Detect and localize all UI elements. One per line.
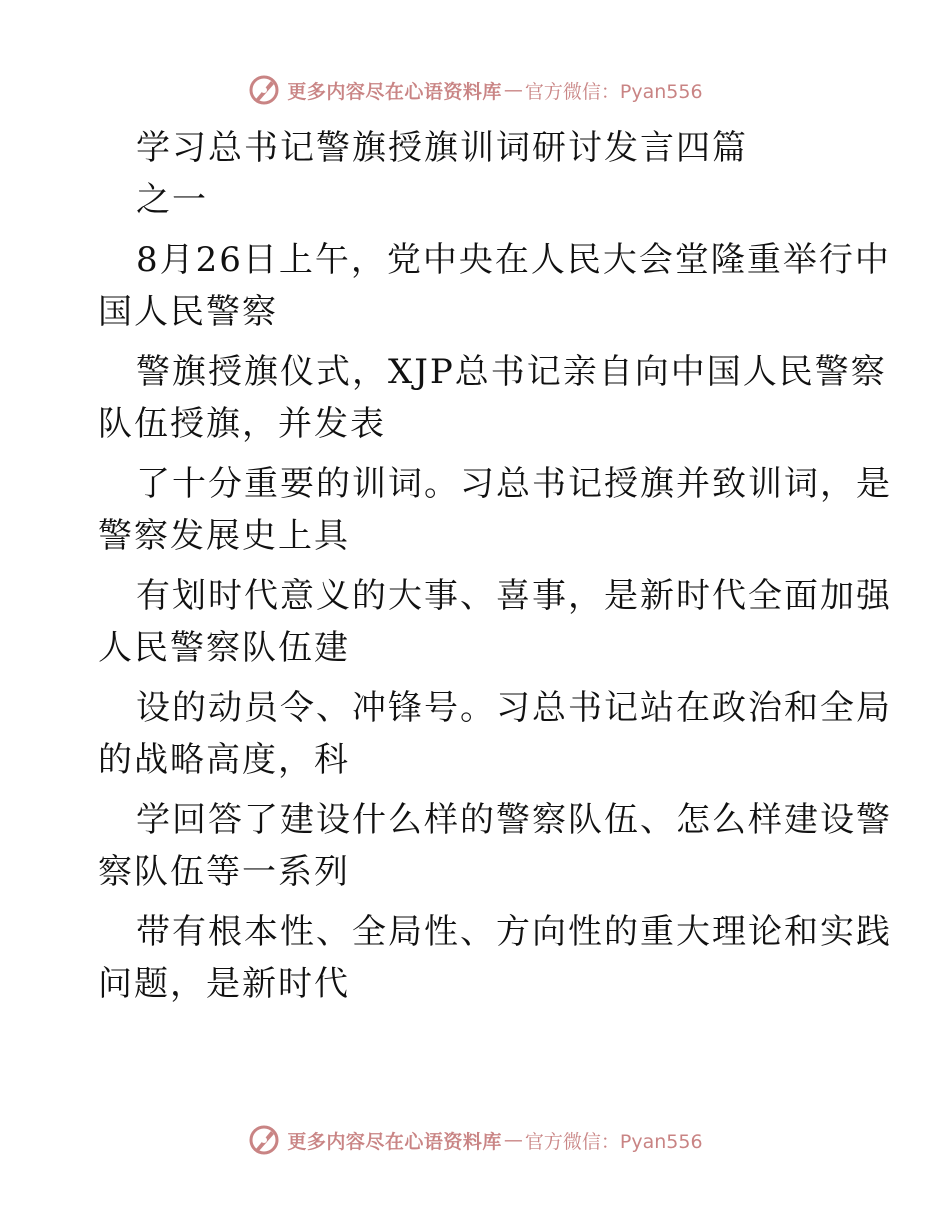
body-line: 的战略高度，科 [98, 740, 350, 780]
body-line: 学回答了建设什么样的警察队伍、怎么样建设警 [136, 800, 892, 840]
pen-circle-logo-icon [247, 1123, 281, 1157]
banner-separator: — [503, 79, 523, 101]
body-line: 问题，是新时代 [98, 964, 350, 1004]
section-label: 之一 [136, 180, 208, 220]
banner-wechat: 官方微信：Pyan556 [524, 1130, 703, 1153]
banner-separator: — [503, 1129, 523, 1151]
body-line: 警察发展史上具 [98, 516, 350, 556]
banner-brand: 更多内容尽在心语资料库 [287, 80, 502, 103]
body-line: 队伍授旗，并发表 [98, 404, 386, 444]
banner-wechat: 官方微信：Pyan556 [524, 80, 703, 103]
body-line: 带有根本性、全局性、方向性的重大理论和实践 [136, 912, 892, 952]
document-body [98, 122, 892, 1010]
body-line: 察队伍等一系列 [98, 852, 350, 892]
body-line: 设的动员令、冲锋号。习总书记站在政治和全局 [136, 688, 892, 728]
body-line: 了十分重要的训词。习总书记授旗并致训词，是 [136, 464, 892, 504]
banner-brand: 更多内容尽在心语资料库 [287, 1130, 502, 1153]
pen-circle-logo-icon [247, 73, 281, 107]
body-line: 8月26日上午，党中央在人民大会堂隆重举行中 [136, 240, 891, 280]
body-line: 人民警察队伍建 [98, 628, 350, 668]
document-title: 学习总书记警旗授旗训词研讨发言四篇 [136, 128, 748, 168]
body-line: 国人民警察 [98, 292, 278, 332]
body-line: 警旗授旗仪式，XJP总书记亲自向中国人民警察 [136, 352, 887, 392]
footer-banner [0, 1120, 950, 1160]
header-banner [0, 70, 950, 110]
body-line: 有划时代意义的大事、喜事，是新时代全面加强 [136, 576, 892, 616]
